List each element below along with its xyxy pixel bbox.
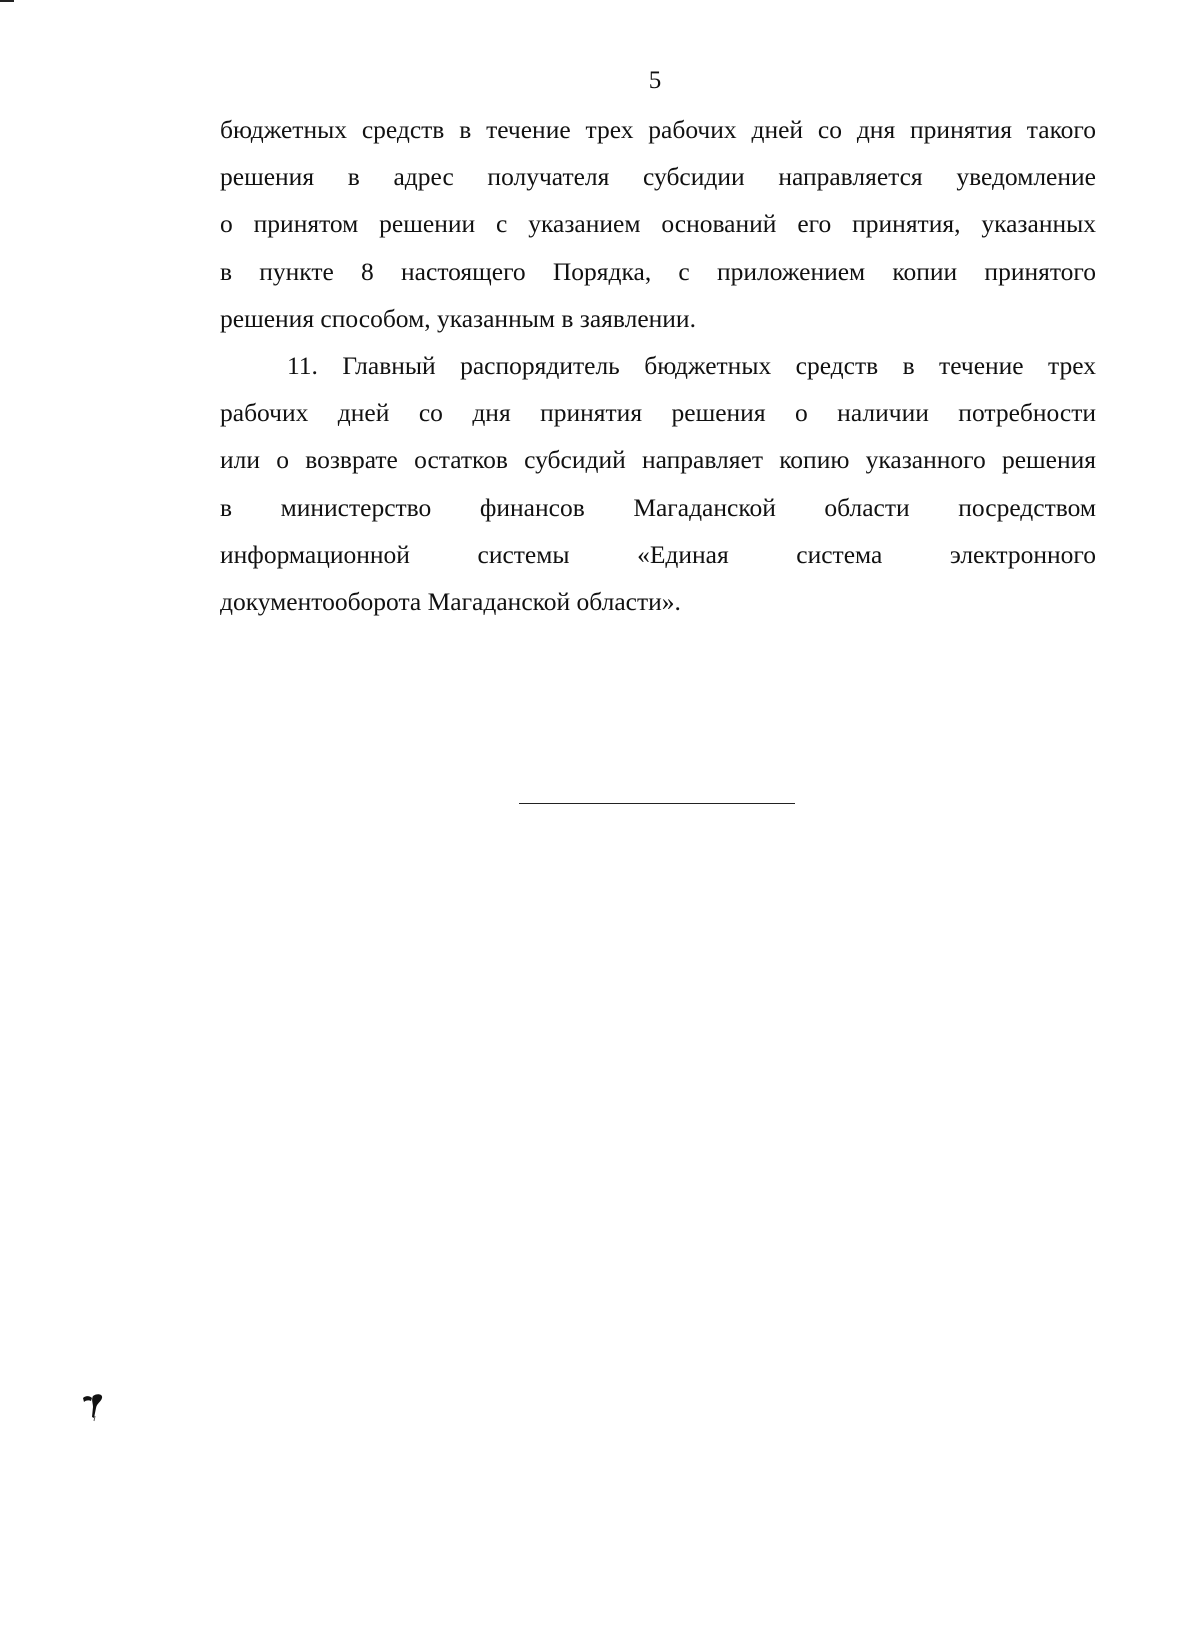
paragraph-notification [220,106,1096,342]
text-line: в министерство финансов Магаданской области посредством [220,492,1096,522]
scan-corner-mark [0,0,14,2]
text-line: документооборота Магаданской области». [220,586,681,616]
text-line: решения в адрес получателя субсидии направляется уведомление [220,162,1096,192]
text-line: решения способом, указанным в заявлении. [220,303,696,333]
text-line: рабочих дней со дня принятия решения о наличии потребности [220,398,1096,428]
ink-blot-mark [80,1392,106,1422]
page-number: 5 [648,67,662,94]
text-line: в пункте 8 настоящего Порядка, с приложением копии принятого [220,256,1096,286]
paragraph-item-11 [220,342,1096,625]
document-body [220,106,1096,625]
text-line: или о возврате остатков субсидий направляет копию указанного решения [220,445,1096,475]
text-line: информационной системы «Единая система электронного [220,539,1096,569]
text-line: 11. Главный распорядитель бюджетных средств в течение трех [287,350,1096,380]
text-line: о принятом решении с указанием оснований его принятия, указанных [220,209,1096,239]
end-separator-line [519,803,795,804]
text-line: бюджетных средств в течение трех рабочих дней со дня принятия такого [220,115,1096,144]
